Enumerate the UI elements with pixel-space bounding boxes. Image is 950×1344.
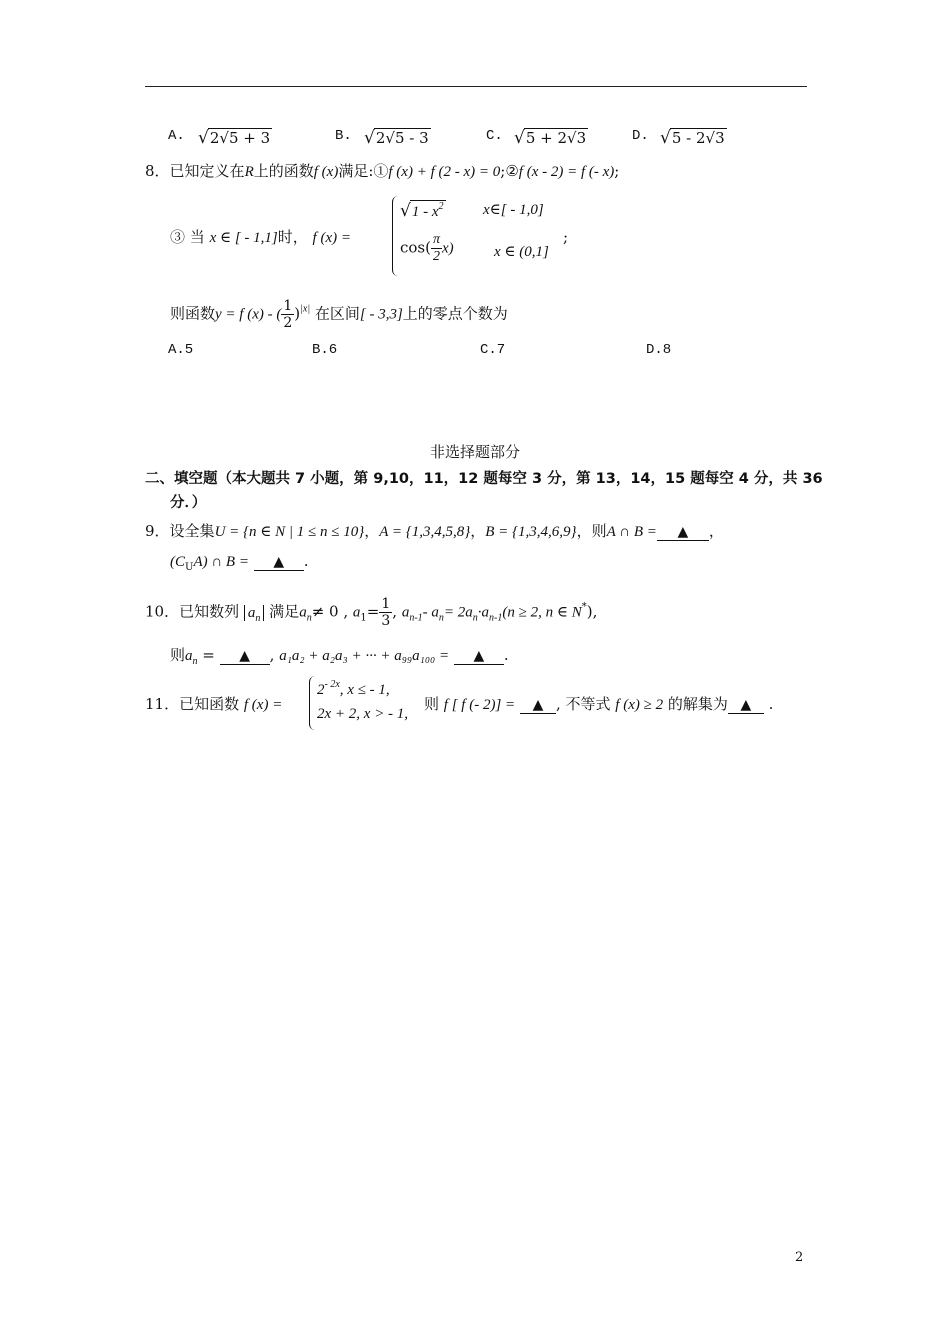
q8-cond3-label: ③ 当 x ∈ [ - 1,1]时， f (x) =	[170, 228, 351, 246]
q8-question: 则函数y = f (x) - ( $\frac{1}{2}$ )$^{|x|}$ 在区间[ - 3,3]上的零点个数为	[170, 298, 508, 332]
q10-number: 10．	[145, 602, 180, 621]
q8-number: 8．	[145, 162, 170, 180]
q11-stem-label: 11．已知函数 f (x) =	[145, 695, 283, 713]
q7-option-c-label: C.	[486, 128, 503, 144]
q9-second-line: $(C_UA)$ ∩ B = ▲ .	[170, 552, 309, 573]
q11-piece-2: 2x + 2, x > - 1,	[317, 706, 409, 722]
q10-stem: 10．已知数列 $a_n$ 满足$a_n\ne 0$ , $a_1=$ $\frac{1}{3}$ , $a_{n-1}-$ $a_n= 2a_n\cdot a_{n-1}(n \ge 2$, n ∈ N*),	[145, 596, 598, 630]
q11-piece-1: $2^{- 2x}$, x ≤ - 1,	[317, 679, 390, 698]
q7-option-b-label: B.	[335, 128, 352, 144]
q11-number: 11．	[145, 695, 180, 713]
section-heading-line2: 分．）	[170, 495, 207, 511]
q11-answer-blank-1[interactable]: ▲	[520, 695, 556, 714]
q9-answer-blank-1[interactable]: ▲	[657, 522, 709, 541]
page-number: 2	[795, 1250, 804, 1265]
q11-piecewise-brace	[309, 676, 316, 730]
q8-piece-2: cos( $\frac{\pi}{2}$ x) x ∈ (0,1]	[400, 232, 549, 265]
q8-stem: 8．已知定义在R上的函数f (x)满足:①f (x) + f (2 - x) = 0;②f (x - 2) = f (- x);	[145, 162, 620, 180]
q9-stem: 9．设全集U = {n ∈ N | 1 ≤ n ≤ 10}，A = {1,3,4,5,8}，B = {1,3,4,6,9}，则A ∩ B = ▲ ，	[145, 522, 724, 540]
q7-option-a-label: A.	[168, 128, 185, 144]
q8-piece-1: $√1 - x^2$ x∈[ - 1,0]	[400, 201, 544, 221]
q11-answer-blank-2[interactable]: ▲	[728, 695, 764, 714]
q8-option-d: D.8	[646, 342, 672, 358]
q7-option-a: √2√5 + 3	[198, 128, 271, 148]
q8-option-a: A.5	[168, 342, 194, 358]
section-title: 非选择题部分	[429, 443, 520, 461]
q7-option-d: √5 - 2√3	[660, 128, 725, 148]
q11-question: 则 f [ f (- 2)] = ▲ , 不等式 f (x) ≥ 2 的解集为 ▲ .	[424, 695, 774, 713]
q8-option-b: B.6	[312, 342, 338, 358]
q10-answer-blank-2[interactable]: ▲	[454, 646, 504, 665]
q10-second-line: 则$a_n$ = ▲ , a₁a₂ + a₂a₃ + ··· + a₉₉a₁₀₀ = ▲ .	[170, 646, 509, 667]
q7-option-c: √5 + 2√3	[514, 128, 587, 148]
section-heading-line1: 二、填空题（本大题共 7 小题，第 9,10，11，12 题每空 3 分，第 13，14，15 题每空 4 分，共 36	[145, 471, 823, 487]
q8-piecewise-brace	[392, 196, 399, 276]
q10-answer-blank-1[interactable]: ▲	[220, 646, 270, 665]
q8-cond3-end: ;	[563, 228, 569, 246]
q8-option-c: C.7	[480, 342, 506, 358]
header-rule	[145, 86, 807, 87]
q9-number: 9．	[145, 522, 170, 540]
q7-option-d-label: D.	[632, 128, 649, 144]
q9-answer-blank-2[interactable]: ▲	[254, 552, 304, 571]
q7-option-b: √2√5 - 3	[364, 128, 429, 148]
